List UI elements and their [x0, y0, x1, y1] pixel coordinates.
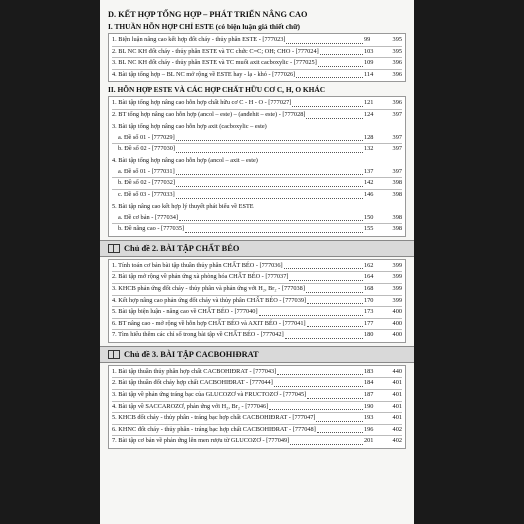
toc-entry[interactable] [112, 213, 402, 224]
page-number: 162 [364, 261, 374, 269]
answer-page-number: 402 [392, 425, 402, 433]
entry-title: 4. Bài tập về SACCAROZƠ, phản ứng với H₂, Br₂ - [777046] [112, 402, 269, 410]
entry-title: b. Đề nâng cao - [777035] [118, 225, 185, 233]
dot-leader [316, 421, 363, 422]
entry-title: 1. Bài tập thuần thủy phân hợp chất CACBOHIĐRAT - [777043] [112, 367, 277, 375]
entry-title: 3. KHCB phản ứng đốt cháy - thủy phân và phản ứng với H₂, Br₂ - [777038] [112, 284, 305, 292]
page-number: 196 [364, 425, 374, 433]
entry-title: 6. BT nâng cao - mở rộng về hỗn hợp CHẤT BÉO và AXIT BÉO - [777041] [112, 319, 306, 327]
answer-page-number: 398 [392, 225, 402, 233]
dot-leader [176, 140, 363, 141]
document-page [100, 0, 414, 524]
part1-heading: I. THUẦN HỖN HỢP CHỈ ESTE (có biện luận giả thiết chữ) [108, 22, 300, 31]
entry-title: 5. Bài tập biện luận - nâng cao về CHẤT BÉO - [777040] [112, 308, 258, 316]
page-number: 109 [364, 59, 374, 67]
toc-entry[interactable] [112, 424, 402, 436]
page-number: 103 [364, 47, 374, 55]
dot-leader [259, 315, 363, 316]
page-number: 193 [364, 414, 374, 422]
dot-leader [277, 374, 363, 375]
question-4: 4. Bài tập tổng hợp nâng cao hỗn hợp (ancol – axit – este) [112, 156, 258, 164]
page-number: 146 [364, 190, 374, 198]
entry-title: 3. Bài tập về phản ứng tráng bạc của GLUCOZƠ và FRUCTOZƠ - [777045] [112, 391, 307, 399]
answer-page-number: 399 [392, 273, 402, 281]
entry-title: a. Đề số 01 - [777029] [118, 133, 175, 141]
page-number: 132 [364, 145, 374, 153]
answer-page-number: 399 [392, 284, 402, 292]
answer-page-number: 398 [392, 190, 402, 198]
page-number: 187 [364, 391, 374, 399]
toc-entry[interactable] [112, 377, 402, 389]
toc-entry[interactable] [112, 35, 402, 46]
toc-entry[interactable] [112, 177, 402, 189]
answer-page-number: 401 [392, 414, 402, 422]
dot-leader [176, 174, 363, 175]
toc-entry[interactable] [112, 261, 402, 272]
answer-page-number: 398 [392, 179, 402, 187]
page-number: 164 [364, 273, 374, 281]
page-number: 180 [364, 331, 374, 339]
dot-leader [292, 106, 363, 107]
answer-page-number: 399 [392, 261, 402, 269]
dot-leader [179, 220, 363, 221]
page-number: 124 [364, 110, 374, 118]
chapter-2-title: Chủ đề 2. BÀI TẬP CHẤT BÉO [124, 243, 240, 253]
toc-entry[interactable] [112, 167, 402, 178]
dot-leader [320, 54, 363, 55]
toc-entry[interactable] [112, 318, 402, 330]
answer-page-number: 402 [392, 437, 402, 445]
entry-title: 1. Tính toán cơ bản bài tập thuần thủy phân CHẤT BÉO - [777036] [112, 261, 283, 269]
toc-entry[interactable] [112, 46, 402, 58]
page-number: 201 [364, 437, 374, 445]
entry-title: 2. BT tổng hợp nâng cao hỗn hợp (ancol – este) – (anđehit – este) - [777028] [112, 110, 306, 118]
entry-title: 3. BL NC KH đốt cháy - thủy phân ESTE và TC muối axit cacboxylic - [777025] [112, 59, 317, 67]
toc-entry[interactable] [112, 329, 402, 341]
answer-page-number: 440 [392, 367, 402, 375]
toc-entry[interactable] [112, 133, 402, 144]
dot-leader [269, 409, 363, 410]
answer-page-number: 401 [392, 402, 402, 410]
entry-title: b. Đề số 02 - [777030] [118, 145, 176, 153]
part2-box [108, 96, 406, 236]
entry-title: 7. Bài tập cơ bản về phản ứng lên men rượu từ GLUCOZƠ - [777049] [112, 437, 290, 445]
answer-page-number: 396 [392, 70, 402, 78]
entry-title: c. Đề số 03 - [777033] [118, 190, 175, 198]
answer-page-number: 395 [392, 36, 402, 43]
dot-leader [289, 280, 363, 281]
answer-page-number: 398 [392, 213, 402, 221]
answer-page-number: 399 [392, 296, 402, 304]
answer-page-number: 400 [392, 331, 402, 339]
toc-entry[interactable] [112, 271, 402, 283]
page-number: 184 [364, 379, 374, 387]
dot-leader [285, 338, 363, 339]
chapter3-box [108, 365, 406, 449]
entry-title: 1. Bài tập tổng hợp nâng cao hỗn hợp chất hữu cơ C - H - O - [777027] [112, 99, 292, 107]
dot-leader [307, 398, 363, 399]
chapter-2-heading [100, 240, 414, 257]
dot-leader [284, 268, 363, 269]
page-number: 170 [364, 296, 374, 304]
dot-leader [185, 232, 363, 233]
dot-leader [176, 152, 363, 153]
answer-page-number: 397 [392, 110, 402, 118]
entry-title: 2. BL NC KH đốt cháy - thủy phân ESTE và TC chức C=C; OH; CHO - [777024] [112, 47, 319, 55]
part2-heading: II. HỖN HỢP ESTE VÀ CÁC HỢP CHẤT HỮU CƠ C, H, O KHÁC [108, 85, 326, 95]
entry-title: 2. Bài tập mở rộng về phản ứng xà phòng hóa CHẤT BÉO - [777037] [112, 273, 289, 281]
dot-leader [176, 186, 363, 187]
dot-leader [296, 77, 363, 78]
entry-title: 5. KHCB đốt cháy - thủy phân - tráng bạc hợp chất CACBOHIĐRAT - [777047] [112, 414, 316, 422]
toc-entry[interactable] [112, 412, 402, 424]
toc-entry[interactable] [112, 401, 402, 413]
toc-entry[interactable] [112, 223, 402, 235]
answer-page-number: 400 [392, 319, 402, 327]
toc-entry[interactable] [112, 389, 402, 401]
dot-leader [306, 292, 363, 293]
page-number: 128 [364, 133, 374, 141]
chapter2-box [108, 259, 406, 343]
toc-entry[interactable] [112, 98, 402, 109]
dot-leader [286, 43, 363, 44]
answer-page-number: 396 [392, 59, 402, 67]
dot-leader [176, 198, 363, 199]
answer-page-number: 397 [392, 145, 402, 153]
question-3: 3. Bài tập tổng hợp nâng cao hỗn hợp axit (cacboxylic – este) [112, 122, 267, 130]
page-number: 173 [364, 308, 374, 316]
section-heading: D. KẾT HỢP TỔNG HỢP – PHÁT TRIỂN NÂNG CAO [108, 10, 308, 19]
entry-title: 6. KHNC đốt cháy - thủy phân - tráng bạc hợp chất CACBOHIĐRAT - [777048] [112, 425, 316, 433]
chapter-3-heading [100, 346, 414, 363]
dot-leader [307, 326, 363, 327]
toc-entry[interactable] [112, 189, 402, 201]
answer-page-number: 397 [392, 167, 402, 175]
dot-leader [307, 303, 363, 304]
page-number: 177 [364, 319, 374, 327]
page-number: 183 [364, 367, 374, 375]
toc-entry[interactable] [112, 283, 402, 295]
answer-page-number: 401 [392, 391, 402, 399]
entry-title: a. Đề số 01 - [777031] [118, 167, 175, 175]
toc-entry[interactable] [112, 295, 402, 307]
answer-page-number: 395 [392, 47, 402, 55]
dot-leader [317, 432, 363, 433]
answer-page-number: 401 [392, 379, 402, 387]
page-number: 190 [364, 402, 374, 410]
entry-title: 2. Bài tập thuần đốt cháy hợp chất CACBOHIĐRAT - [777044] [112, 379, 273, 387]
answer-page-number: 397 [392, 133, 402, 141]
part1-box [108, 33, 406, 82]
page-number: 137 [364, 167, 374, 175]
toc-entry[interactable] [112, 367, 402, 378]
book-icon [108, 350, 120, 359]
toc-entry[interactable] [112, 143, 402, 155]
toc-entry[interactable] [112, 306, 402, 318]
page-number: 168 [364, 284, 374, 292]
page-number: 99 [364, 36, 371, 43]
toc-entry[interactable] [112, 57, 402, 69]
chapter-3-title: Chủ đề 3. BÀI TẬP CACBOHIĐRAT [124, 349, 259, 359]
page-number: 142 [364, 179, 374, 187]
entry-title: 7. Tìm hiểu thêm các chỉ số trong bài tập về CHẤT BÉO - [777042] [112, 331, 284, 339]
toc-entry[interactable] [112, 435, 402, 447]
entry-title: 4. Kết hợp nâng cao phản ứng đốt cháy và thủy phân CHẤT BÉO - [777039] [112, 296, 307, 304]
entry-title: 4. Bài tập tổng hợp – BL NC mở rộng về ESTE hay - lạ - khó - [777026] [112, 70, 296, 78]
question-5: 5. Bài tập nâng cao kết hợp lý thuyết phát biểu về ESTE [112, 202, 254, 210]
page-number: 121 [364, 99, 374, 107]
answer-page-number: 400 [392, 308, 402, 316]
page-number: 155 [364, 225, 374, 233]
page-number: 114 [364, 70, 374, 78]
book-icon [108, 244, 120, 253]
answer-page-number: 396 [392, 99, 402, 107]
dot-leader [318, 66, 363, 67]
entry-title: 1. Biện luận nâng cao kết hợp đốt cháy - thủy phân ESTE - [777023] [112, 36, 286, 43]
entry-title: a. Đề cơ bản - [777034] [118, 213, 178, 221]
page-number: 150 [364, 213, 374, 221]
toc-entry[interactable] [112, 69, 402, 81]
toc-entry[interactable] [112, 109, 402, 121]
dot-leader [306, 118, 363, 119]
dot-leader [274, 386, 363, 387]
dot-leader [290, 444, 363, 445]
entry-title: b. Đề số 02 - [777032] [118, 179, 176, 187]
